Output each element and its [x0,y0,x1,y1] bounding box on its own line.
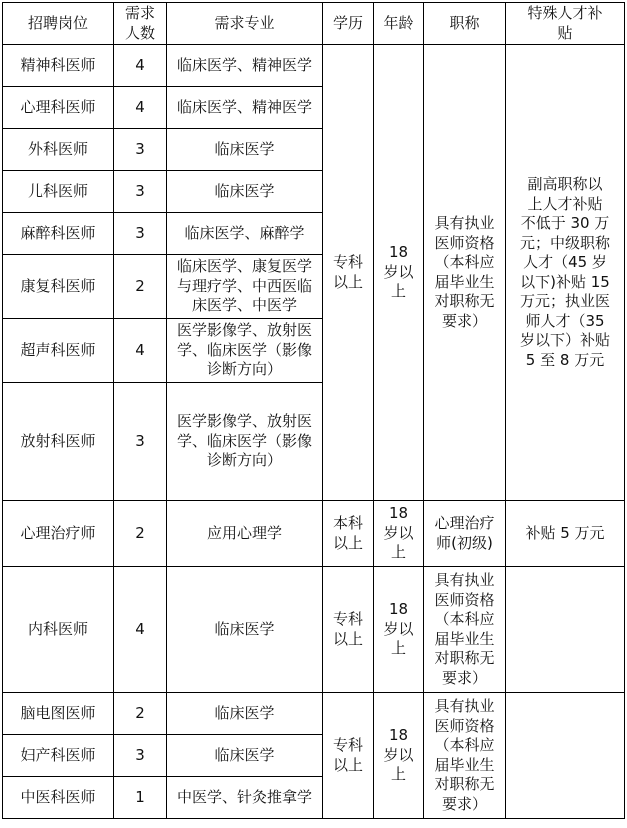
count-cell: 3 [114,129,167,171]
major-cell: 临床医学、麻醉学 [167,213,323,255]
position-cell: 中医科医师 [3,777,114,819]
position-cell: 超声科医师 [3,319,114,383]
title-cell: 具有执业 医师资格 （本科应 届毕业生 对职称无 要求） [424,45,506,501]
header-count: 需求 人数 [114,3,167,45]
major-cell: 临床医学、精神医学 [167,87,323,129]
header-age: 年龄 [374,3,424,45]
count-cell: 3 [114,213,167,255]
title-cell: 具有执业 医师资格 （本科应 届毕业生 对职称无 要求） [424,693,506,819]
table-row [3,693,625,735]
count-cell: 4 [114,567,167,693]
position-cell: 脑电图医师 [3,693,114,735]
header-position: 招聘岗位 [3,3,114,45]
major-cell: 临床医学 [167,567,323,693]
subsidy-cell [506,567,625,693]
header-major: 需求专业 [167,3,323,45]
major-cell: 医学影像学、放射医 学、临床医学（影像 诊断方向） [167,319,323,383]
subsidy-cell [506,693,625,819]
header-education: 学历 [323,3,374,45]
position-cell: 妇产科医师 [3,735,114,777]
count-cell: 3 [114,383,167,501]
header-title: 职称 [424,3,506,45]
position-cell: 外科医师 [3,129,114,171]
position-cell: 内科医师 [3,567,114,693]
position-cell: 心理治疗师 [3,501,114,567]
age-cell: 18 岁以 上 [374,45,424,501]
major-cell: 临床医学、康复医学 与理疗学、中西医临 床医学、中医学 [167,255,323,319]
major-cell: 临床医学 [167,171,323,213]
table-row [3,501,625,567]
position-cell: 麻醉科医师 [3,213,114,255]
major-cell: 应用心理学 [167,501,323,567]
count-cell: 2 [114,501,167,567]
position-cell: 精神科医师 [3,45,114,87]
count-cell: 2 [114,255,167,319]
major-cell: 中医学、针灸推拿学 [167,777,323,819]
count-cell: 4 [114,87,167,129]
count-cell: 4 [114,45,167,87]
major-cell: 临床医学 [167,735,323,777]
subsidy-cell: 补贴 5 万元 [506,501,625,567]
count-cell: 4 [114,319,167,383]
major-cell: 临床医学 [167,129,323,171]
header-subsidy: 特殊人才补 贴 [506,3,625,45]
education-cell: 专科 以上 [323,45,374,501]
major-cell: 临床医学、精神医学 [167,45,323,87]
title-cell: 具有执业 医师资格 （本科应 届毕业生 对职称无 要求） [424,567,506,693]
recruitment-table [2,2,625,819]
position-cell: 儿科医师 [3,171,114,213]
table-row [3,567,625,693]
count-cell: 2 [114,693,167,735]
table-row [3,45,625,87]
subsidy-cell: 副高职称以 上人才补贴 不低于 30 万 元；中级职称 人才（45 岁 以下)补贴 15 万元；执业医 师人才（35 岁以下）补贴 5 至 8 万元 [506,45,625,501]
count-cell: 3 [114,735,167,777]
position-cell: 康复科医师 [3,255,114,319]
count-cell: 1 [114,777,167,819]
count-cell: 3 [114,171,167,213]
header-row [3,3,625,45]
major-cell: 临床医学 [167,693,323,735]
title-cell: 心理治疗 师(初级) [424,501,506,567]
major-cell: 医学影像学、放射医 学、临床医学（影像 诊断方向） [167,383,323,501]
age-cell: 18 岁以 上 [374,501,424,567]
position-cell: 心理科医师 [3,87,114,129]
age-cell: 18 岁以 上 [374,693,424,819]
position-cell: 放射科医师 [3,383,114,501]
education-cell: 专科 以上 [323,567,374,693]
education-cell: 本科 以上 [323,501,374,567]
age-cell: 18 岁以 上 [374,567,424,693]
education-cell: 专科 以上 [323,693,374,819]
